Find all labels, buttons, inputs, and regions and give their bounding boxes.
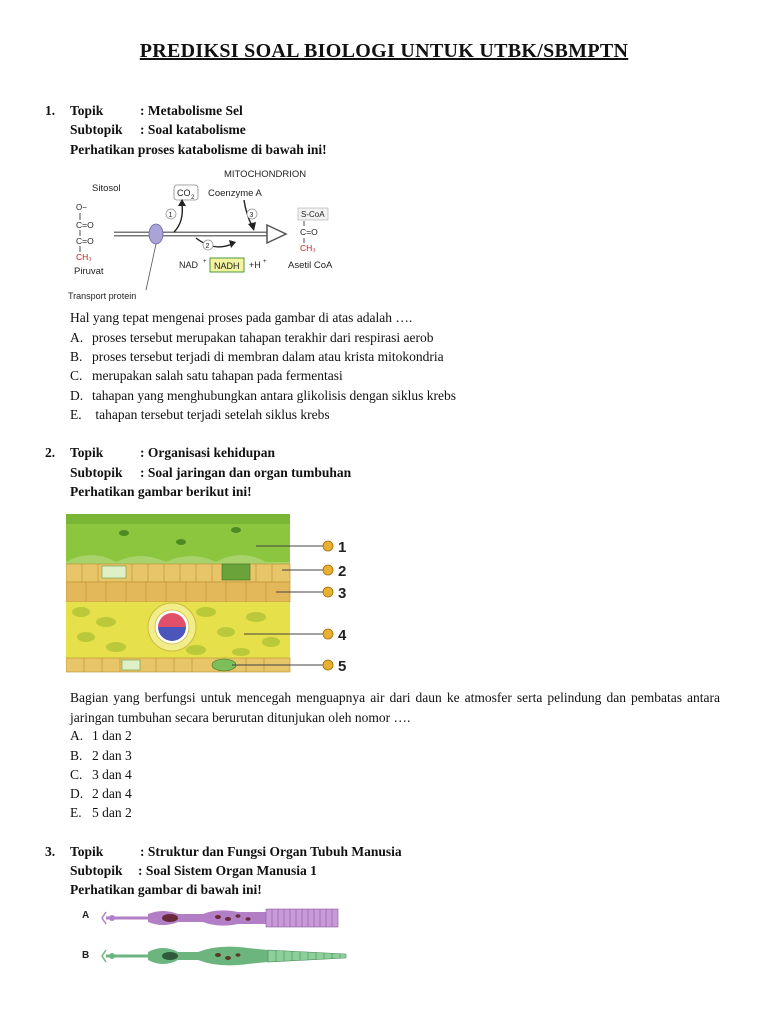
option-key: D. bbox=[70, 786, 84, 801]
leaf-pore bbox=[176, 539, 186, 545]
q1-option-b[interactable] bbox=[70, 349, 444, 365]
q3-topik-value: : Struktur dan Fungsi Organ Tubuh Manusia bbox=[140, 844, 402, 859]
fig-step3-arrowhead bbox=[248, 222, 256, 231]
leaf-guard-cell bbox=[102, 566, 126, 578]
fig-transport-protein bbox=[149, 224, 163, 244]
fig-co-mid: C=O bbox=[76, 236, 94, 246]
cell-a-rod bbox=[102, 909, 338, 927]
q3-subtopik-value: : Soal Sistem Organ Manusia 1 bbox=[138, 863, 317, 878]
fig-step1: 1 bbox=[168, 212, 173, 219]
q2-subtopik-value: : Soal jaringan dan organ tumbuhan bbox=[140, 465, 352, 480]
leaf-upper-epidermis bbox=[66, 564, 290, 582]
leaf-lower-guard-cell bbox=[122, 660, 140, 670]
cell-label-b: B bbox=[82, 950, 90, 961]
q1-subtopik-value: : Soal katabolisme bbox=[140, 122, 246, 137]
q2-subtopik-label: Subtopik bbox=[70, 465, 123, 480]
option-key: B. bbox=[70, 748, 83, 763]
option-key: B. bbox=[70, 349, 83, 364]
leaf-pointer-dots bbox=[323, 541, 333, 670]
fig-ch3-right: CH₃ bbox=[300, 243, 316, 253]
q1-topik-value: : Metabolisme Sel bbox=[140, 103, 243, 118]
option-text: 5 dan 2 bbox=[92, 805, 132, 820]
q1-catabolism-figure bbox=[64, 162, 354, 304]
fig-step3: 3 bbox=[249, 212, 254, 219]
option-key: A. bbox=[70, 330, 84, 345]
q3-receptor-cells-figure bbox=[78, 900, 358, 980]
q1-topik-label: Topik bbox=[70, 103, 104, 118]
fig-c-eq-o: C=O bbox=[300, 227, 318, 237]
q1-instruction: Perhatikan proses katabolisme di bawah ini! bbox=[70, 142, 327, 157]
fig-step1-arrow bbox=[174, 204, 182, 232]
fig-hplus-sup: + bbox=[263, 259, 267, 265]
leaf-stoma bbox=[222, 564, 250, 580]
leaf-cuticle-top bbox=[66, 514, 290, 524]
option-text: 2 dan 3 bbox=[92, 748, 132, 763]
fig-main-arrowhead bbox=[267, 225, 286, 243]
fig-step2-arrowhead bbox=[229, 240, 236, 248]
option-text: proses tersebut merupakan tahapan terakhir dari respirasi aerob bbox=[92, 330, 434, 345]
leaf-pore bbox=[119, 530, 129, 536]
q3-number: 3. bbox=[45, 844, 56, 859]
fig-step2-arrow bbox=[196, 238, 232, 247]
option-text: 1 dan 2 bbox=[92, 728, 132, 743]
fig-sitosol-label: Sitosol bbox=[92, 183, 121, 194]
cell-label-a: A bbox=[82, 910, 90, 921]
option-key: E. bbox=[70, 407, 82, 422]
q2-option-e[interactable] bbox=[70, 805, 132, 821]
q3-topik-label: Topik bbox=[70, 844, 104, 859]
option-text: 3 dan 4 bbox=[92, 767, 132, 782]
fig-nad-label: NAD bbox=[179, 260, 199, 270]
option-text: tahapan yang menghubungkan antara glikolisis dengan siklus krebs bbox=[92, 388, 457, 403]
q2-number: 2. bbox=[45, 445, 56, 460]
fig-co2-sub: 2 bbox=[191, 195, 195, 201]
option-key: A. bbox=[70, 728, 84, 743]
fig-transport-pointer bbox=[146, 244, 156, 290]
q1-option-c[interactable] bbox=[70, 368, 343, 384]
q2-option-d[interactable] bbox=[70, 786, 132, 802]
q1-option-a[interactable] bbox=[70, 330, 433, 346]
option-key: C. bbox=[70, 767, 83, 782]
fig-o-minus: O− bbox=[76, 203, 87, 212]
leaf-label-5: 5 bbox=[338, 658, 347, 675]
option-text: proses tersebut terjadi di membran dalam atau krista mitokondria bbox=[92, 349, 444, 364]
option-text: tahapan tersebut terjadi setelah siklus krebs bbox=[92, 407, 330, 422]
q2-leaf-cross-section bbox=[66, 512, 366, 682]
fig-co-top: C=O bbox=[76, 220, 94, 230]
fig-asetil-label: Asetil CoA bbox=[288, 260, 333, 271]
option-key: C. bbox=[70, 368, 83, 383]
fig-nadh-label: NADH bbox=[214, 261, 240, 271]
option-key: D. bbox=[70, 388, 84, 403]
fig-coenzyme-label: Coenzyme A bbox=[208, 188, 262, 199]
option-text: 2 dan 4 bbox=[92, 786, 132, 801]
q2-topik-label: Topik bbox=[70, 445, 104, 460]
fig-hplus-label: +H bbox=[249, 260, 261, 270]
q2-topik-value: : Organisasi kehidupan bbox=[140, 445, 276, 460]
q1-number: 1. bbox=[45, 103, 56, 118]
option-text: merupakan salah satu tahapan pada fermentasi bbox=[92, 368, 343, 383]
q3-instruction: Perhatikan gambar di bawah ini! bbox=[70, 882, 262, 897]
q1-question: Hal yang tepat mengenai proses pada gambar di atas adalah …. bbox=[70, 310, 413, 325]
fig-co2-label: CO bbox=[177, 188, 191, 198]
leaf-label-2: 2 bbox=[338, 563, 347, 580]
leaf-pore bbox=[231, 527, 241, 533]
q2-question: Bagian yang berfungsi untuk mencegah menguapnya air dari daun ke atmosfer serta pelindung dan pembatas antara jaringan tumbuhan secara berurutan ditunjukan oleh nomor …. bbox=[70, 690, 720, 725]
q1-option-e[interactable] bbox=[70, 407, 330, 423]
fig-mitochondrion-label: MITOCHONDRION bbox=[224, 169, 307, 180]
fig-step2: 2 bbox=[205, 243, 210, 250]
q2-instruction: Perhatikan gambar berikut ini! bbox=[70, 484, 252, 499]
q2-option-a[interactable] bbox=[70, 728, 132, 744]
q1-subtopik-label: Subtopik bbox=[70, 122, 123, 137]
leaf-palisade bbox=[66, 582, 290, 602]
fig-scoa-label: S-CoA bbox=[301, 210, 325, 219]
fig-nad-sup: + bbox=[203, 259, 207, 265]
q1-option-d[interactable] bbox=[70, 388, 456, 404]
q3-subtopik-label: Subtopik bbox=[70, 863, 123, 878]
fig-transport-label: Transport protein bbox=[68, 291, 137, 301]
leaf-label-1: 1 bbox=[338, 539, 347, 556]
fig-ch3: CH₃ bbox=[76, 252, 92, 262]
leaf-label-3: 3 bbox=[338, 585, 347, 602]
page-title: PREDIKSI SOAL BIOLOGI UNTUK UTBK/SBMPTN bbox=[139, 40, 629, 62]
cell-b-cone bbox=[102, 947, 346, 966]
fig-piruvat-label: Piruvat bbox=[74, 266, 104, 277]
leaf-label-4: 4 bbox=[338, 627, 347, 644]
q2-option-c[interactable] bbox=[70, 767, 132, 783]
q2-option-b[interactable] bbox=[70, 748, 132, 764]
option-key: E. bbox=[70, 805, 82, 820]
